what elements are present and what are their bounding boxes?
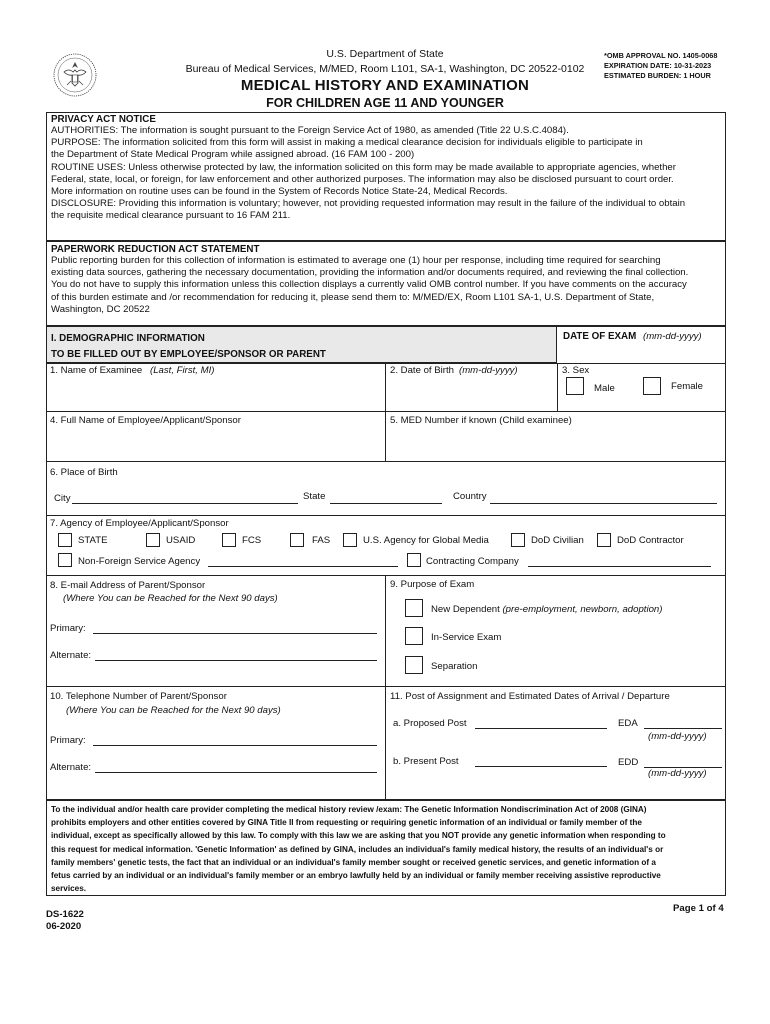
paperwork-line: Washington, DC 20522	[51, 303, 150, 315]
gina-notice	[46, 800, 726, 896]
agency-dod-contractor-checkbox[interactable]	[597, 533, 611, 547]
email-label: 8. E-mail Address of Parent/Sponsor	[50, 580, 206, 591]
eda-input[interactable]	[644, 728, 722, 729]
sex-male-checkbox[interactable]	[566, 377, 584, 395]
great-seal-icon	[52, 52, 98, 98]
bureau-address: Bureau of Medical Services, M/MED, Room L101, SA-1, Washington, DC 20522-0102	[185, 63, 585, 75]
paperwork-text	[51, 255, 721, 316]
agency-non-foreign-checkbox[interactable]	[58, 553, 72, 567]
edd-format: (mm-dd-yyyy)	[648, 768, 707, 779]
date-of-exam-format: (mm-dd-yyyy)	[643, 331, 702, 342]
privacy-line: the Department of State Medical Program while assigned abroad. (16 FAM 100 - 200)	[51, 149, 415, 161]
agency-contracting-label: Contracting Company	[426, 556, 519, 567]
present-post-input[interactable]	[475, 766, 607, 767]
form-subtitle: FOR CHILDREN AGE 11 AND YOUNGER	[266, 96, 504, 110]
email-alternate-input[interactable]	[95, 660, 377, 661]
dob-field[interactable]	[386, 363, 558, 411]
examinee-name-hint: (Last, First, MI)	[150, 365, 215, 376]
divider	[47, 461, 725, 462]
privacy-line: the requisite medical clearance pursuant to 16 FAM 211.	[51, 210, 291, 222]
proposed-post-label: a. Proposed Post	[393, 718, 467, 729]
phone-primary-label: Primary:	[50, 735, 86, 746]
dept-name: U.S. Department of State	[326, 48, 444, 60]
paperwork-line: of this burden estimate and /or recommendation for reducing it, please send them to: M/MED/EX, Room L101 SA-1, U.S. Department of State,	[51, 291, 655, 303]
omb-block	[604, 51, 717, 81]
gina-line: fetus carried by an individual or an individual's family member or an embryo lawfully held by an individual or family member receiving assistive reproductive	[51, 871, 661, 881]
agency-non-foreign-label: Non-Foreign Service Agency	[78, 556, 201, 567]
gina-line: prohibits employers and other entities covered by GINA Title II from requesting or requiring genetic information of an individual or family member of the	[51, 818, 642, 828]
sex-female-checkbox[interactable]	[643, 377, 661, 395]
email-alternate-label: Alternate:	[50, 650, 92, 661]
privacy-line: PURPOSE: The information solicited from this form will assist in making a medical clearance decision for individuals eligible to participate in	[51, 137, 643, 149]
present-post-label: b. Present Post	[393, 756, 459, 767]
privacy-line: AUTHORITIES: The information is sought pursuant to the Foreign Service Act of 1980, as amended (Title 22 U.S.C.4084).	[51, 125, 569, 136]
omb-approval: *OMB APPROVAL NO. 1405-0068	[604, 51, 718, 60]
sex-male-label: Male	[594, 383, 615, 394]
gina-line: services.	[51, 884, 87, 894]
agency-usagm-label: U.S. Agency for Global Media	[363, 535, 489, 546]
date-of-exam-field[interactable]	[558, 327, 725, 363]
divider	[47, 686, 725, 687]
divider	[47, 515, 725, 516]
form-date: 06-2020	[46, 921, 82, 932]
sex-label: 3. Sex	[562, 365, 590, 376]
agency-dod-civilian-checkbox[interactable]	[511, 533, 525, 547]
med-number-label: 5. MED Number if known (Child examinee)	[390, 415, 572, 426]
paperwork-line: Public reporting burden for this collection of information is estimated to average one (1) hour per response, including time required for searching	[51, 255, 661, 266]
agency-usagm-checkbox[interactable]	[343, 533, 357, 547]
page-number: Page 1 of 4	[673, 903, 724, 914]
sex-female-label: Female	[671, 381, 703, 392]
privacy-heading: PRIVACY ACT NOTICE	[51, 114, 156, 125]
agency-usaid-label: USAID	[166, 535, 196, 546]
email-primary-label: Primary:	[50, 623, 86, 634]
privacy-act-notice	[46, 112, 726, 241]
eda-format: (mm-dd-yyyy)	[648, 731, 707, 742]
section-subheading: TO BE FILLED OUT BY EMPLOYEE/SPONSOR OR PARENT	[51, 349, 326, 360]
agency-dod-civilian-label: DoD Civilian	[531, 535, 584, 546]
gina-line: this request for medical information. 'Genetic Information' as defined by GINA, includes an individual's family medical history, the results of an individual's or	[51, 844, 664, 854]
state-label: State	[303, 491, 326, 502]
paperwork-heading: PAPERWORK REDUCTION ACT STATEMENT	[51, 244, 260, 255]
agency-usaid-checkbox[interactable]	[146, 533, 160, 547]
agency-fcs-checkbox[interactable]	[222, 533, 236, 547]
employee-name-field[interactable]	[47, 411, 386, 461]
med-number-field[interactable]	[386, 411, 725, 461]
column-divider	[385, 575, 386, 799]
form-title: MEDICAL HISTORY AND EXAMINATION	[240, 77, 530, 94]
agency-contracting-checkbox[interactable]	[407, 553, 421, 567]
phone-primary-input[interactable]	[93, 745, 377, 746]
proposed-post-input[interactable]	[475, 728, 607, 729]
paperwork-line: existing data sources, gathering the necessary documentation, providing the information and/or documents required, and reviewing the final collection.	[51, 267, 689, 279]
city-label: City	[54, 493, 71, 504]
gina-line: individual, except as specifically allowed by this law. To comply with this law we are asking that you NOT provide any genetic information when responding to	[51, 831, 666, 841]
agency-state-label: STATE	[78, 535, 108, 546]
agency-dod-contractor-label: DoD Contractor	[617, 535, 684, 546]
dob-hint: (mm-dd-yyyy)	[459, 365, 518, 376]
divider	[47, 575, 725, 576]
form-number: DS-1622	[46, 909, 84, 920]
phone-hint: (Where You can be Reached for the Next 90 days)	[66, 705, 281, 716]
privacy-line: ROUTINE USES: Unless otherwise protected by law, the information solicited on this form may be made available to appropriate agencies, whether	[51, 161, 676, 173]
edd-label: EDD	[618, 757, 639, 768]
state-input[interactable]	[330, 503, 442, 504]
date-of-exam-label: DATE OF EXAM	[563, 331, 637, 342]
country-input[interactable]	[490, 503, 717, 504]
gina-line: family members' genetic tests, the fact that an individual or an individual's family member sought or received genetic services, and genetic information of a	[51, 857, 656, 867]
purpose-separation-checkbox[interactable]	[405, 656, 423, 674]
section-heading: I. DEMOGRAPHIC INFORMATION	[51, 333, 205, 344]
contracting-company-input[interactable]	[528, 566, 711, 567]
employee-name-label: 4. Full Name of Employee/Applicant/Sponsor	[50, 415, 241, 426]
purpose-new-dependent-text: New Dependent	[431, 604, 500, 615]
privacy-line: DISCLOSURE: Providing this information is voluntary; however, not providing requested information may result in the failure of the individual to obtain	[51, 198, 686, 210]
eda-label: EDA	[618, 718, 638, 729]
email-primary-input[interactable]	[93, 633, 377, 634]
section-heading-bar	[47, 327, 557, 363]
country-label: Country	[453, 491, 487, 502]
purpose-in-service-label: In-Service Exam	[431, 632, 502, 643]
privacy-line: More information on routine uses can be found in the System of Records Notice State-24, Medical Records.	[51, 186, 508, 198]
privacy-line: Federal, state, local, or foreign, for law enforcement and other authorized purposes. The information may also be disclosed pursuant to court order.	[51, 173, 674, 185]
pob-label: 6. Place of Birth	[50, 467, 118, 478]
phone-alternate-label: Alternate:	[50, 762, 92, 773]
purpose-separation-label: Separation	[431, 661, 478, 672]
paperwork-reduction-statement	[46, 241, 726, 326]
examinee-name-field[interactable]	[47, 363, 386, 411]
email-hint: (Where You can be Reached for the Next 90 days)	[63, 593, 278, 604]
purpose-new-dependent-hint: (pre-employment, newborn, adoption)	[502, 604, 663, 615]
agency-fas-label: FAS	[312, 535, 331, 546]
purpose-new-dependent-label	[431, 604, 662, 615]
purpose-label: 9. Purpose of Exam	[390, 579, 475, 590]
phone-label: 10. Telephone Number of Parent/Sponsor	[50, 691, 227, 702]
non-foreign-agency-input[interactable]	[208, 566, 398, 567]
agency-fas-checkbox[interactable]	[290, 533, 304, 547]
form-number-block	[46, 909, 84, 933]
post-label: 11. Post of Assignment and Estimated Dates of Arrival / Departure	[390, 691, 670, 702]
city-input[interactable]	[72, 503, 298, 504]
agency-label: 7. Agency of Employee/Applicant/Sponsor	[50, 518, 229, 529]
estimated-burden: ESTIMATED BURDEN: 1 HOUR	[604, 71, 711, 80]
phone-alternate-input[interactable]	[95, 772, 377, 773]
purpose-new-dependent-checkbox[interactable]	[405, 599, 423, 617]
gina-line: To the individual and/or health care provider completing the medical history review /exam: The Genetic Information Nondiscrimination Act of 2008 (GINA)	[51, 805, 647, 814]
agency-state-checkbox[interactable]	[58, 533, 72, 547]
expiration-date: EXPIRATION DATE: 10-31-2023	[604, 61, 712, 70]
paperwork-line: You do not have to supply this information unless this collection displays a currently valid OMB control number. If you have comments on the accuracy	[51, 279, 687, 291]
agency-fcs-label: FCS	[242, 535, 262, 546]
examinee-name-label: 1. Name of Examinee	[50, 365, 143, 376]
purpose-in-service-checkbox[interactable]	[405, 627, 423, 645]
privacy-text	[51, 125, 721, 223]
dob-label: 2. Date of Birth	[390, 365, 454, 376]
